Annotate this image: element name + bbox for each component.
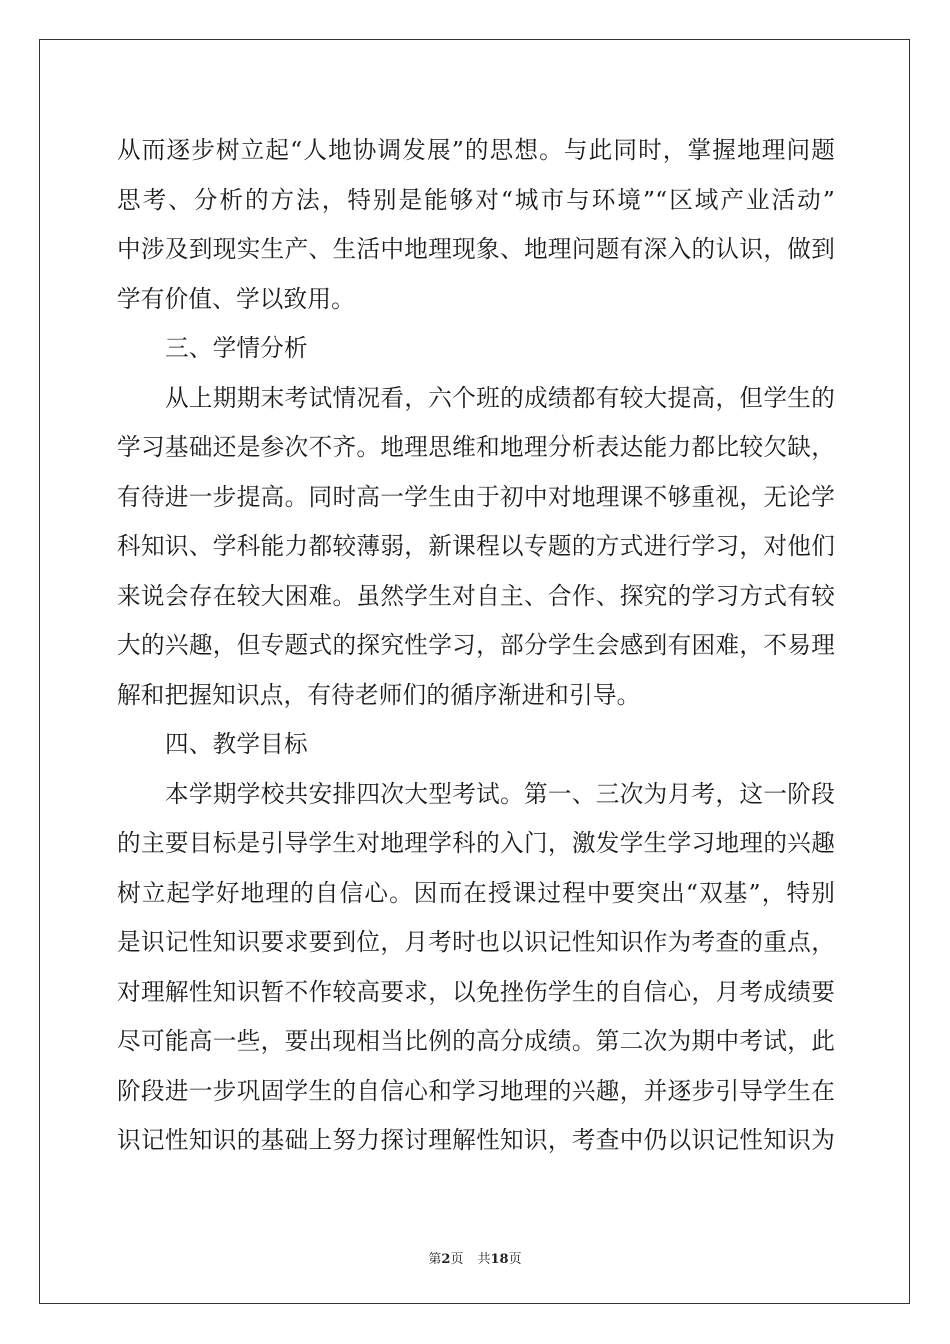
paragraph-line: 来说会存在较大困难。虽然学生对自主、合作、探究的学习方式有较 [117,581,835,610]
total-suffix: 页 [508,1252,522,1267]
section-heading: 三、学情分析 [165,334,308,362]
paragraph-line: 学习基础还是参次不齐。地理思维和地理分析表达能力都比较欠缺， [117,433,835,461]
paragraph-line: 中涉及到现实生产、生活中地理现象、地理问题有深入的认识，做到 [117,235,835,263]
paragraph-line: 树立起学好地理的自信心。因而在授课过程中要突出“双基”，特别 [117,878,835,907]
section-heading: 四、教学目标 [165,730,308,758]
paragraph-line: 从上期期末考试情况看，六个班的成绩都有较大提高，但学生的 [165,383,835,412]
paragraph-line: 尽可能高一些，要出现相当比例的高分成绩。第二次为期中考试，此 [117,1027,835,1055]
page-total: 18 [490,1252,509,1267]
paragraph-line: 识记性知识的基础上努力探讨理解性知识，考查中仍以识记性知识为 [117,1126,835,1154]
paragraph-line: 从而逐步树立起“人地协调发展”的思想。与此同时，掌握地理问题 [117,136,835,164]
page-footer [0,1248,950,1267]
paragraph-line: 阶段进一步巩固学生的自信心和学习地理的兴趣，并逐步引导学生在 [117,1076,835,1105]
total-prefix: 共 [477,1252,491,1267]
page-suffix: 页 [450,1252,464,1267]
paragraph-line: 有待进一步提高。同时高一学生由于初中对地理课不够重视，无论学 [117,482,835,511]
paragraph-line: 本学期学校共安排四次大型考试。第一、三次为月考，这一阶段 [165,779,835,808]
paragraph-line: 解和把握知识点，有待老师们的循序渐进和引导。 [117,680,641,709]
paragraph-line: 的主要目标是引导学生对地理学科的入门，激发学生学习地理的兴趣 [117,829,835,857]
page-current: 2 [441,1252,451,1267]
paragraph-line: 大的兴趣，但专题式的探究性学习，部分学生会感到有困难，不易理 [117,631,835,659]
paragraph-line: 思考、分析的方法，特别是能够对“城市与环境”“区域产业活动” [117,185,835,214]
paragraph-line: 科知识、学科能力都较薄弱，新课程以专题的方式进行学习，对他们 [117,532,835,560]
paragraph-line: 学有价值、学以致用。 [117,284,355,313]
document-body [117,126,835,1166]
paragraph-line: 是识记性知识要求要到位，月考时也以识记性知识作为考查的重点， [117,928,835,956]
page-prefix: 第 [428,1252,442,1267]
paragraph-line: 对理解性知识暂不作较高要求，以免挫伤学生的自信心，月考成绩要 [117,977,835,1006]
